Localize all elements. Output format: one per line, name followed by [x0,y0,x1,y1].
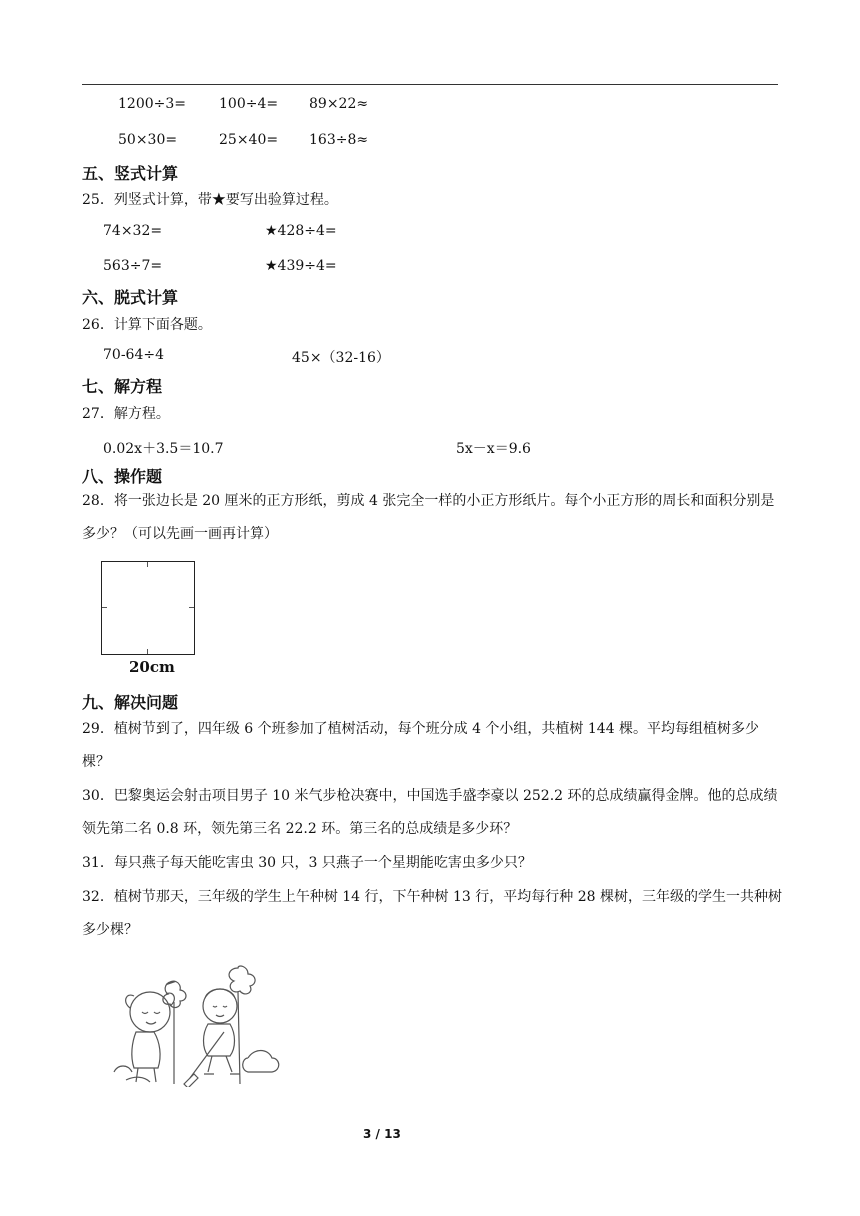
page-number: 3 / 13 [363,1127,401,1141]
tree-planting-illustration [112,962,288,1087]
question-32: 32．植树节那天，三年级的学生上午种树 14 行，下午种树 13 行，平均每行种 28 棵树，三年级的学生一共种树多少棵？ [82,889,782,938]
expr-50-times-30: 50×30= [118,132,178,148]
tick-mark-bottom [147,649,148,654]
section-title-8: 八、操作题 [82,467,163,486]
tick-mark-right [189,607,194,608]
expr-25-times-40: 25×40= [219,132,279,148]
equation-1: 0.02x＋3.5＝10.7 [103,441,224,457]
header-rule [82,84,778,85]
question-29: 29．植树节到了，四年级 6 个班参加了植树活动，每个班分成 4 个小组，共植树 144 棵。平均每组植树多少棵？ [82,721,760,770]
expr-563-div-7: 563÷7= [103,258,163,274]
expr-439-div-4: ★439÷4= [265,258,337,274]
equation-2: 5x－x＝9.6 [456,441,531,457]
section-title-7: 七、解方程 [82,377,163,396]
expr-428-div-4: ★428÷4= [265,223,337,239]
question-26: 26．计算下面各题。 [82,317,212,333]
square-size-label: 20cm [129,658,175,676]
question-30: 30．巴黎奥运会射击项目男子 10 米气步枪决赛中，中国选手盛李豪以 252.2 环的总成绩赢得金牌。他的总成绩领先第二名 0.8 环，领先第三名 22.2 环。第三名的总成绩是多少环？ [82,788,778,837]
expr-163-div-8: 163÷8≈ [309,132,369,148]
section-title-9: 九、解决问题 [82,693,179,712]
expr-100-div-4: 100÷4= [219,96,279,112]
question-28: 28．将一张边长是 20 厘米的正方形纸，剪成 4 张完全一样的小正方形纸片。每个小正方形的周长和面积分别是多少？（可以先画一画再计算） [82,493,775,542]
question-25: 25．列竖式计算，带★要写出验算过程。 [82,192,338,208]
expr-45-times-paren: 45×（32-16） [292,350,390,366]
expr-89-times-22: 89×22≈ [309,96,369,112]
question-31: 31．每只燕子每天能吃害虫 30 只，3 只燕子一个星期能吃害虫多少只？ [82,855,532,871]
tick-mark-left [102,607,107,608]
question-27: 27．解方程。 [82,406,170,422]
section-title-6: 六、脱式计算 [82,288,179,307]
expr-74-times-32: 74×32= [103,223,163,239]
expr-1200-div-3: 1200÷3= [118,96,186,112]
section-title-5: 五、竖式计算 [82,164,179,183]
expr-70-minus-64-div-4: 70-64÷4 [103,347,164,363]
tick-mark-top [147,562,148,567]
square-figure [101,561,195,655]
